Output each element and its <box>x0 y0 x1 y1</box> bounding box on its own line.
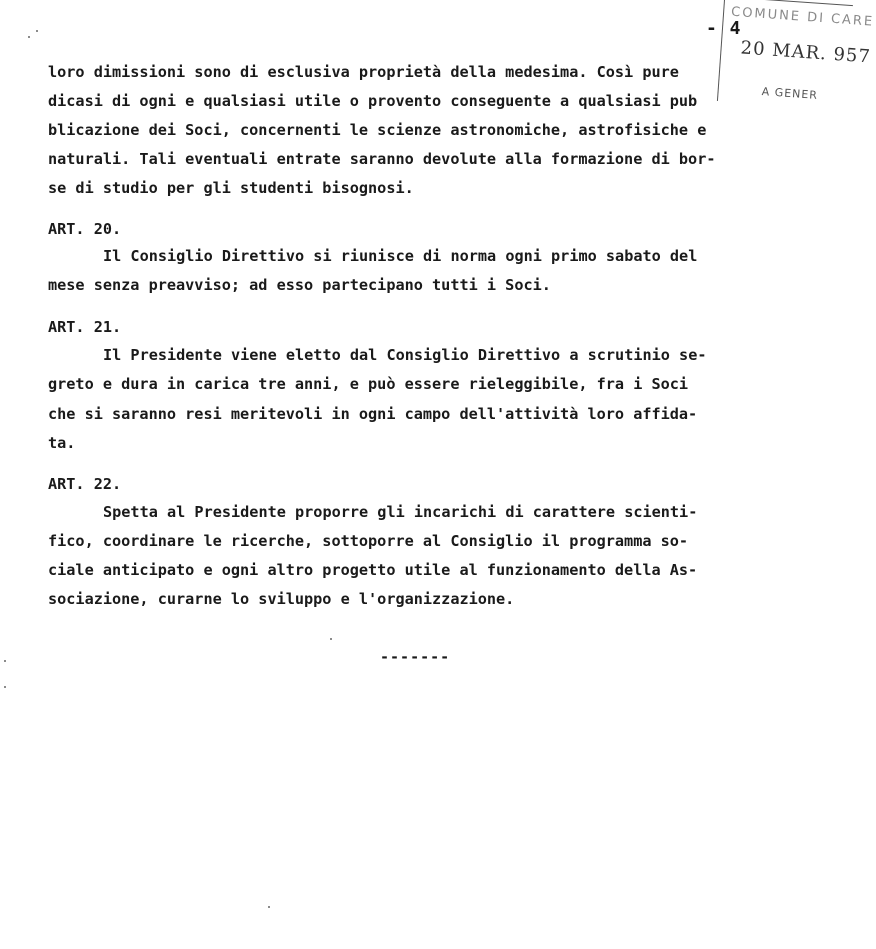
paper-speck <box>28 36 30 38</box>
text-line: Il Presidente viene eletto dal Consiglio Direttivo a scrutinio se- <box>103 346 707 364</box>
paper-speck <box>36 30 38 32</box>
article-heading: ART. 22. <box>48 475 122 493</box>
article-heading: ART. 21. <box>48 318 122 336</box>
text-line: ta. <box>48 434 76 452</box>
paper-speck <box>268 906 270 908</box>
stamp-bottom-text: A GENER <box>761 85 819 102</box>
text-line: loro dimissioni sono di esclusiva proprietà della medesima. Così pure <box>48 63 679 81</box>
text-line: greto e dura in carica tre anni, e può essere rieleggibile, fra i Soci <box>48 375 689 393</box>
page-number: - 4 <box>706 18 742 39</box>
text-line: blicazione dei Soci, concernenti le scienze astronomiche, astrofisiche e <box>48 121 707 139</box>
text-line: Il Consiglio Direttivo si riunisce di norma ogni primo sabato del <box>103 247 698 265</box>
text-line: dicasi di ogni e qualsiasi utile o provento conseguente a qualsiasi pub <box>48 92 698 110</box>
text-line: ciale anticipato e ogni altro progetto utile al funzionamento della As- <box>48 561 698 579</box>
text-line: che si saranno resi meritevoli in ogni campo dell'attività loro affida- <box>48 405 698 423</box>
paper-speck <box>4 686 6 688</box>
text-line: Spetta al Presidente proporre gli incarichi di carattere scienti- <box>103 503 698 521</box>
date-stamp <box>698 0 875 129</box>
article-heading: ART. 20. <box>48 220 122 238</box>
closing-separator: ------- <box>380 648 451 666</box>
text-line: fico, coordinare le ricerche, sottoporre al Consiglio il programma so- <box>48 532 689 550</box>
text-line: sociazione, curarne lo sviluppo e l'organizzazione. <box>48 590 515 608</box>
paper-speck <box>330 638 332 640</box>
paper-speck <box>4 660 6 662</box>
text-line: se di studio per gli studenti bisognosi. <box>48 179 414 197</box>
stamp-office-text: COMUNE DI CARE <box>730 4 875 30</box>
text-line: mese senza preavviso; ad esso partecipano tutti i Soci. <box>48 276 551 294</box>
text-line: naturali. Tali eventuali entrate saranno devolute alla formazione di bor- <box>48 150 716 168</box>
stamp-date-text: 20 MAR. 957 <box>739 37 872 68</box>
